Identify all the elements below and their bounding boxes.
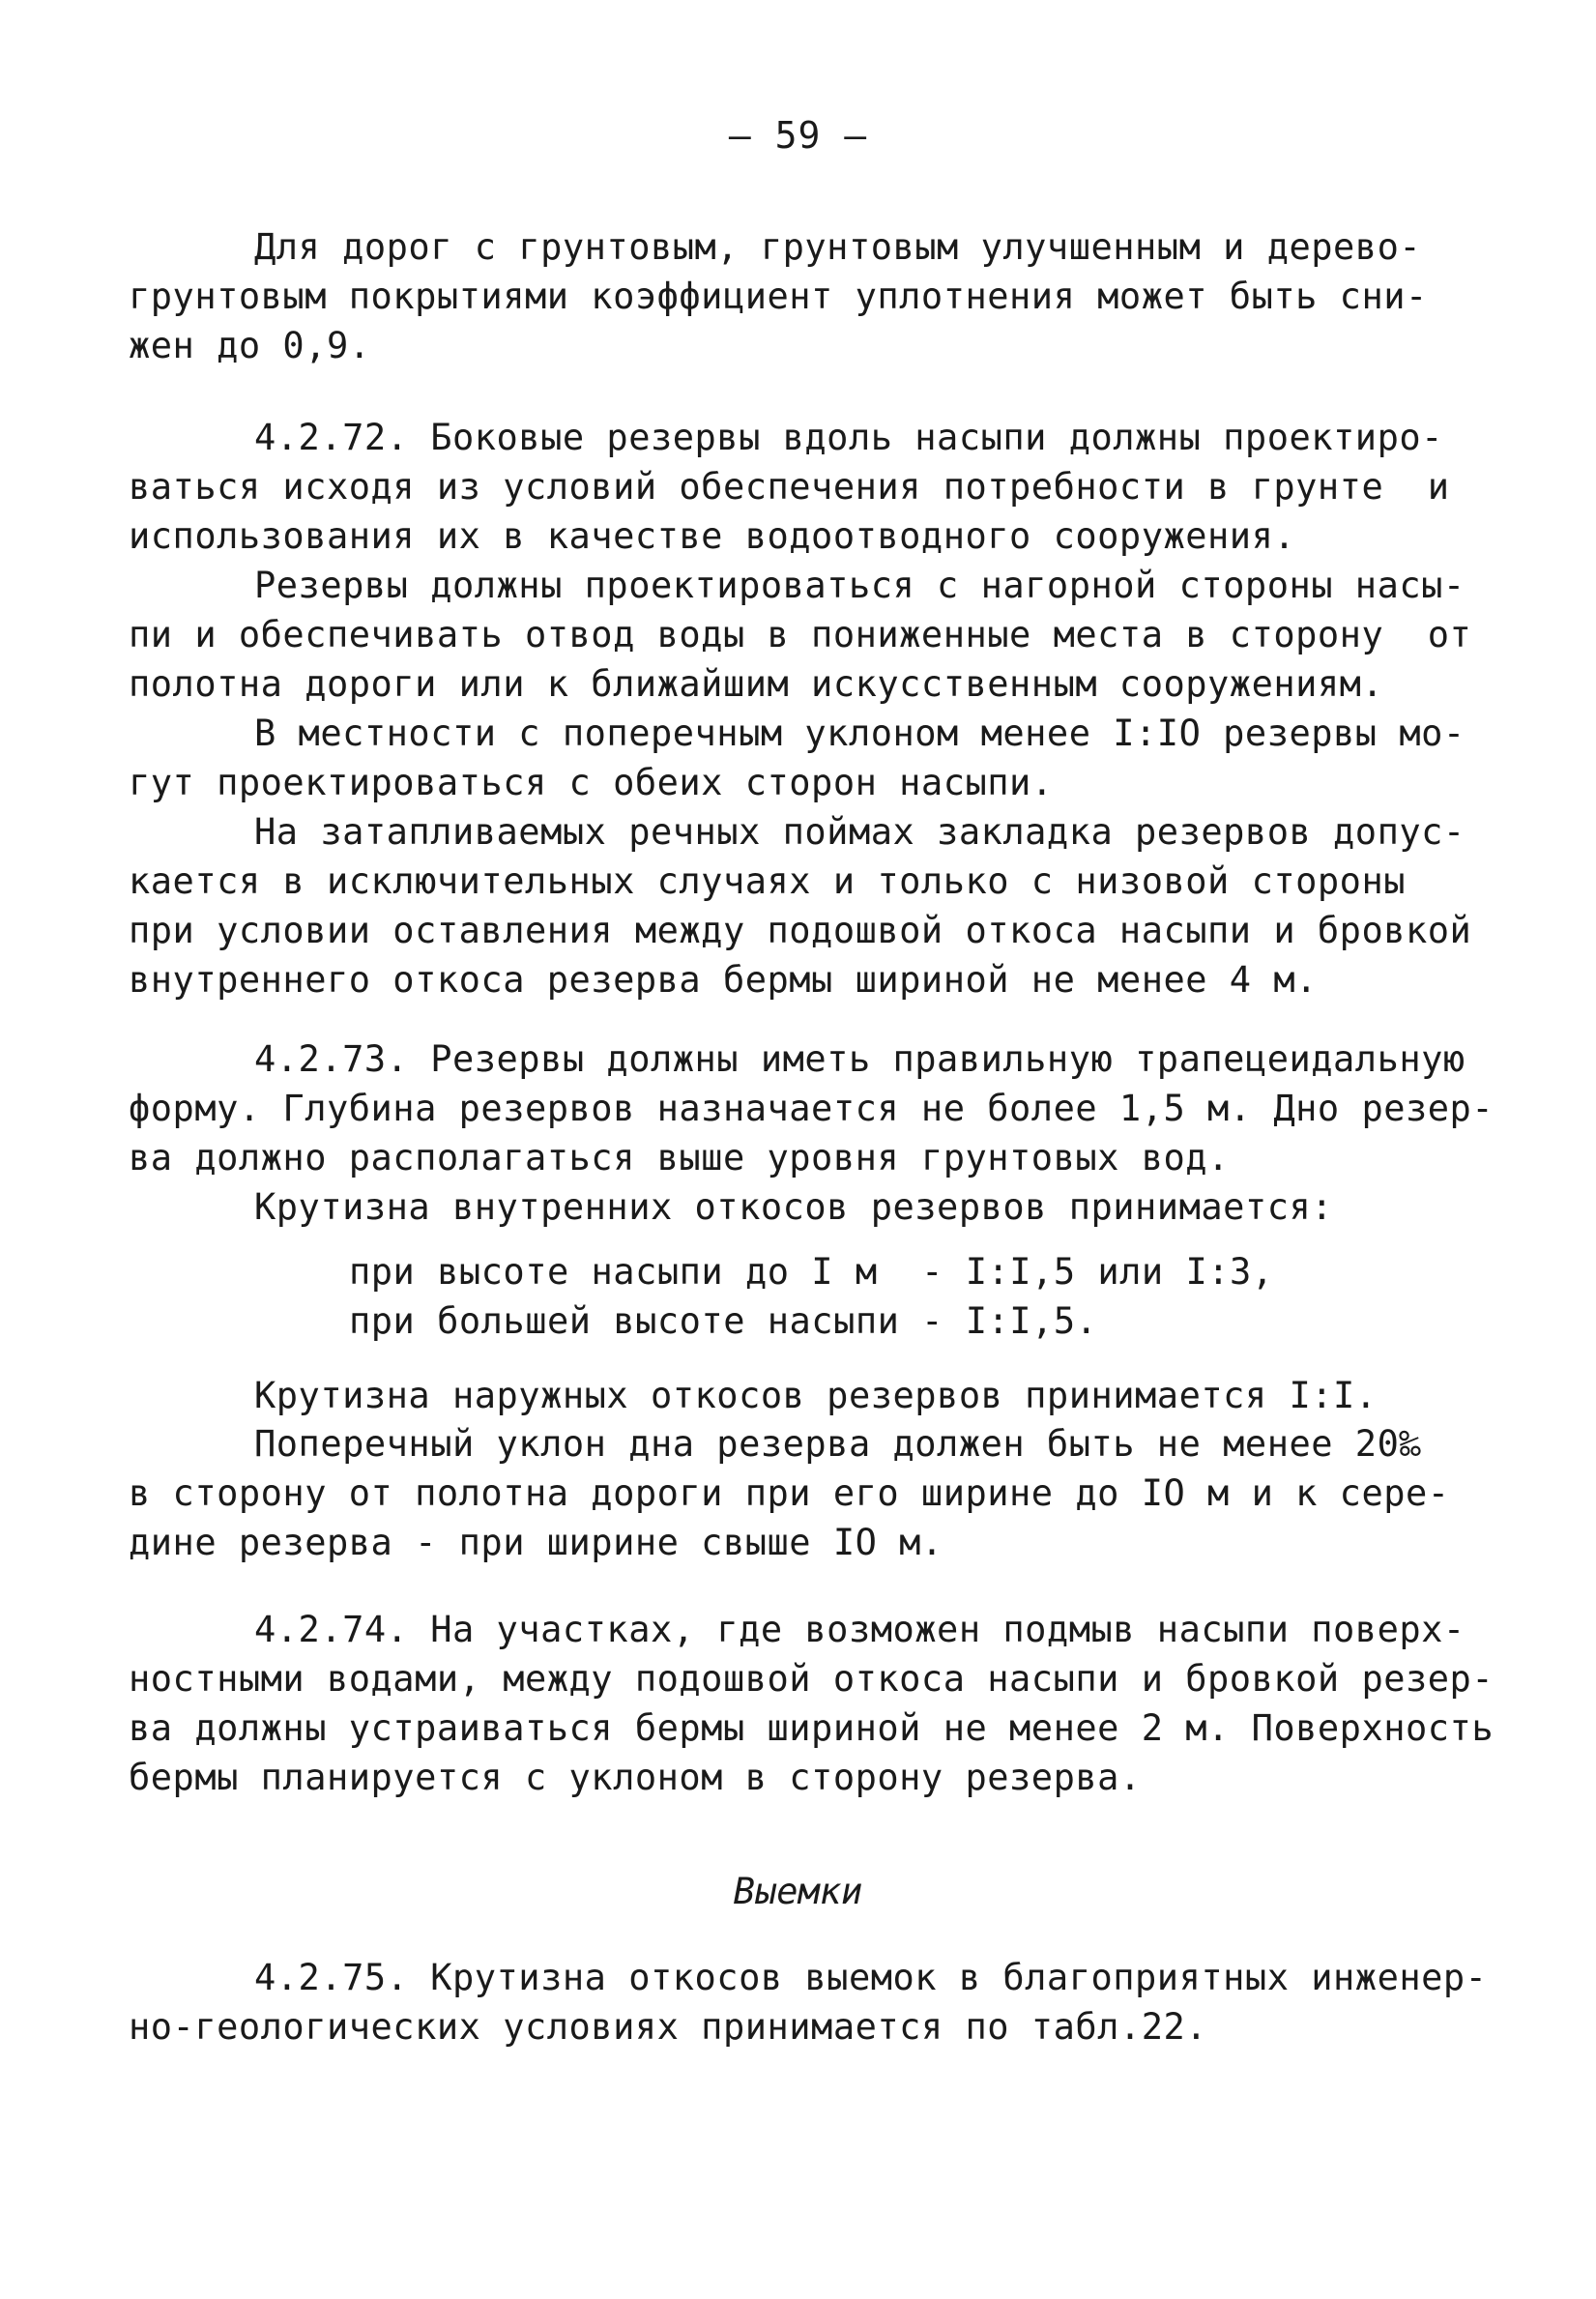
text-line: при условии оставления между подошвой откоса насыпи и бровкой (129, 910, 1472, 951)
text-line: Для дорог с грунтовым, грунтовым улучшенным и дерево- (254, 226, 1422, 268)
text-line: ва должны устраиваться бермы шириной не менее 2 м. Поверхность (129, 1707, 1494, 1749)
page-number: — 59 — (728, 114, 868, 157)
text-line: форму. Глубина резервов назначается не более 1,5 м. Дно резер- (129, 1088, 1494, 1129)
formula-line: при высоте насыпи до I м - I:I,5 или I:3, (349, 1251, 1274, 1293)
paragraph-p5 (129, 807, 1472, 1004)
text-line: Резервы должны проектироваться с нагорной стороны насы- (254, 565, 1465, 606)
text-line: ностными водами, между подошвой откоса насыпи и бровкой резер- (129, 1658, 1494, 1700)
paragraph-4-2-73 (129, 1034, 1494, 1182)
paragraph-p9 (129, 1419, 1450, 1567)
text-line: грунтовым покрытиями коэффициент уплотнения может быть сни- (129, 276, 1428, 317)
text-line: Крутизна внутренних откосов резервов принимается: (254, 1186, 1334, 1228)
paragraph-4-2-74 (129, 1605, 1494, 1802)
text-line: ваться исходя из условий обеспечения потребности в грунте и (129, 466, 1450, 508)
text-line: но-геологических условиях принимается по табл.22. (129, 2006, 1208, 2048)
text-line: жен до 0,9. (129, 325, 371, 366)
paragraph-p1 (129, 222, 1428, 370)
text-line: в сторону от полотна дороги при его ширине до IO м и к сере- (129, 1472, 1450, 1514)
text-line: полотна дороги или к ближайшим искусственным сооружениям. (129, 663, 1384, 705)
text-line: Поперечный уклон дна резерва должен быть не менее 20‰ (254, 1423, 1422, 1465)
text-line: В местности с поперечным уклоном менее I:IO резервы мо- (254, 713, 1465, 754)
paragraph-4-2-72 (129, 413, 1450, 561)
text-line: пи и обеспечивать отвод воды в пониженные места в сторону от (129, 614, 1472, 655)
text-line: бермы планируется с уклоном в сторону резерва. (129, 1757, 1142, 1798)
text-line: 4.2.74. На участках, где возможен подмыв насыпи поверх- (254, 1609, 1465, 1650)
paragraph-p3 (129, 561, 1472, 709)
text-line: гут проектироваться с обеих сторон насыпи. (129, 762, 1054, 803)
text-line: Крутизна наружных откосов резервов принимается I:I. (254, 1375, 1378, 1416)
text-line: 4.2.75. Крутизна откосов выемок в благоприятных инженер- (254, 1957, 1488, 1998)
text-line: использования их в качестве водоотводного сооружения. (129, 515, 1296, 557)
formula-line: при большей высоте насыпи - I:I,5. (349, 1300, 1098, 1342)
text-line: внутреннего откоса резерва бермы шириной не менее 4 м. (129, 959, 1318, 1001)
text-line: 4.2.72. Боковые резервы вдоль насыпи должны проектиро- (254, 417, 1443, 458)
text-line: На затапливаемых речных поймах закладка резервов допус- (254, 811, 1465, 853)
section-heading: Выемки (733, 1871, 863, 1912)
text-line: кается в исключительных случаях и только с низовой стороны (129, 860, 1407, 902)
paragraph-4-2-75 (129, 1953, 1488, 2052)
paragraph-p8 (129, 1371, 1414, 1420)
text-line: дине резерва - при ширине свыше IO м. (129, 1522, 943, 1563)
text-line: 4.2.73. Резервы должны иметь правильную трапецеидальную (254, 1038, 1465, 1080)
paragraph-p4 (129, 709, 1465, 807)
paragraph-p7 (129, 1182, 1414, 1232)
slope-formula (129, 1247, 1414, 1346)
text-line: ва должно располагаться выше уровня грунтовых вод. (129, 1137, 1230, 1179)
